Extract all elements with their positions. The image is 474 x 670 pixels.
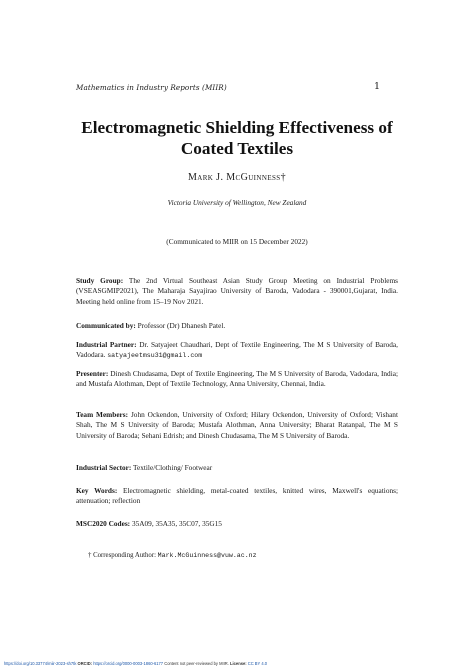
running-head: Mathematics in Industry Reports (MIIR) bbox=[76, 83, 227, 92]
industrial-sector-text: Textile/Clothing/ Footwear bbox=[133, 463, 213, 472]
industrial-partner-label: Industrial Partner: bbox=[76, 340, 137, 349]
team-members-label: Team Members: bbox=[76, 410, 129, 419]
orcid-link[interactable]: https://orcid.org/0000-0003-1860-6177 bbox=[93, 661, 164, 666]
corresponding-author-footnote bbox=[88, 552, 398, 559]
author-affiliation: Victoria University of Wellington, New Zealand bbox=[167, 198, 307, 207]
communicated-by-block bbox=[76, 321, 398, 331]
industrial-partner-text: Dr. Satyajeet Chaudhari, Dept of Textile Engineering, The M S University of Baroda, Vadodara. bbox=[76, 340, 398, 360]
footnote-email[interactable]: Mark.McGuinness@vuw.ac.nz bbox=[157, 552, 257, 559]
industrial-sector-label: Industrial Sector: bbox=[76, 463, 132, 472]
msc-codes-label: MSC2020 Codes: bbox=[76, 519, 131, 528]
presenter-label: Presenter: bbox=[76, 369, 109, 378]
team-members-text: John Ockendon, University of Oxford; Hilary Ockendon, University of Oxford; Vishant Shah, The M S University of Baroda; Mustafa Alothman, Anna University; Bharat Ratanpal, The M S University of Baroda; Sehani Edrish; and Dinesh Chudasama, The M S University of Baroda. bbox=[76, 410, 398, 440]
doi-link[interactable]: https://doi.org/10.33774/miir-2023-sh7tk bbox=[4, 661, 77, 666]
keywords-block bbox=[76, 486, 398, 507]
peer-review-notice: Content not peer-reviewed by MIIR. bbox=[164, 661, 229, 666]
communicated-by-label: Communicated by: bbox=[76, 321, 136, 330]
author-name: Mark J. McGuinness† bbox=[187, 172, 286, 183]
presenter-text: Dinesh Chudasama, Dept of Textile Engineering, The M S University of Baroda, Vadodara, India; and Mustafa Alothman, Dept of Textile Technology, Anna University, Chennai, India. bbox=[76, 369, 398, 389]
presenter-block bbox=[76, 369, 398, 390]
communicated-by-text: Professor (Dr) Dhanesh Patel. bbox=[137, 321, 226, 330]
footnote-text: † Corresponding Author: bbox=[88, 552, 156, 559]
msc-codes-block bbox=[76, 519, 398, 529]
title-line-1: Electromagnetic Shielding Effectiveness of bbox=[81, 118, 393, 137]
communication-date: (Communicated to MIIR on 15 December 2022) bbox=[166, 237, 308, 246]
industrial-partner-block bbox=[76, 340, 398, 362]
page-number: 1 bbox=[374, 81, 381, 92]
paper-title bbox=[60, 117, 414, 159]
preprint-footer-bar bbox=[0, 655, 474, 670]
license-link[interactable]: CC BY 4.0 bbox=[247, 661, 268, 666]
title-line-2: Coated Textiles bbox=[180, 139, 294, 158]
study-group-label: Study Group: bbox=[76, 276, 124, 285]
keywords-text: Electromagnetic shielding, metal-coated textiles, knitted wires, Maxwell's equations; attenuation; reflection bbox=[76, 486, 398, 506]
industrial-partner-email[interactable]: satyajeetmsu31@gmail.com bbox=[107, 352, 203, 360]
study-group-block bbox=[76, 276, 398, 307]
study-group-text: The 2nd Virtual Southeast Asian Study Group Meeting on Industrial Problems (VSEASGMIP2021), The Maharaja Sayajirao University of Baroda, Vadodara - 390001,Gujarat, India. Meeting held online from 15–19 Nov 2021. bbox=[76, 276, 398, 306]
industrial-sector-block bbox=[76, 463, 398, 473]
orcid-label: ORCID: bbox=[77, 661, 93, 666]
team-members-block bbox=[76, 410, 398, 441]
keywords-label: Key Words: bbox=[76, 486, 118, 495]
license-label: License: bbox=[230, 661, 247, 666]
msc-codes-text: 35A09, 35A35, 35C07, 35G15 bbox=[131, 519, 222, 528]
